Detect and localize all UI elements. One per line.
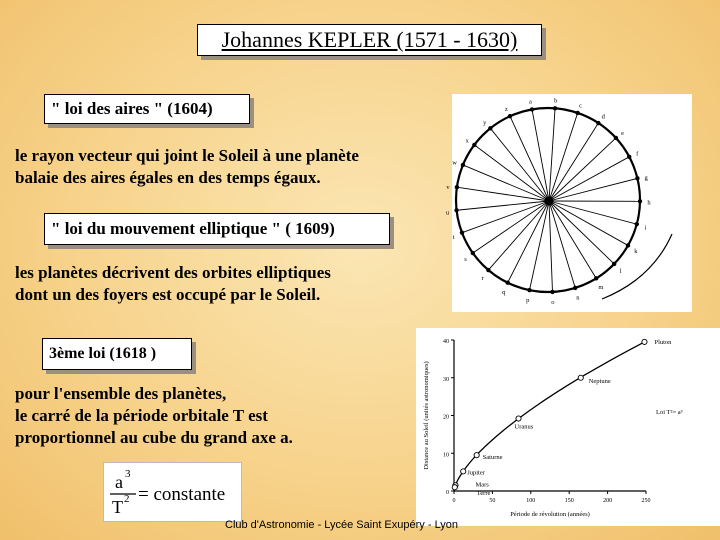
y-tick-label: 10 [443,452,449,459]
orbit-point [627,155,631,159]
orbit-point [635,222,639,226]
y-tick-label: 0 [446,490,449,496]
orbit-point [505,280,509,284]
x-tick-label: 0 [452,498,456,504]
orbit-point-label: u [446,209,450,217]
planet-label: Uranus [514,423,534,431]
orbit-point-label: v [446,183,450,191]
orbit-point [486,268,490,272]
radius-vector [549,201,637,224]
radius-vector [508,201,549,283]
x-tick-label: 150 [564,498,574,504]
x-tick-label: 200 [603,498,613,504]
orbit-point-label: b [554,97,558,105]
radius-vector [549,201,552,292]
law1-line1: le rayon vecteur qui joint le Soleil à une planète [15,146,359,165]
formula-denominator: T [112,497,123,517]
orbit-point-label: o [551,298,555,306]
sun-marker [545,197,554,206]
law3-line3: proportionnel au cube du grand axe a. [15,428,293,447]
orbit-point-label: z [504,106,508,114]
orbit-point [575,111,579,115]
planet-label: Saturne [482,454,503,462]
orbit-point-label: k [634,247,638,255]
formula-rhs: = constante [138,484,226,505]
orbit-svg [446,94,692,312]
orbit-point [471,251,475,255]
y-axis-label: Distance au Soleil (unités astronomiques) [423,361,430,470]
y-tick-label: 20 [443,414,449,421]
orbit-point-label: w [452,159,457,167]
orbit-point [460,230,464,234]
law3-heading: 3ème loi (1618 ) [42,338,192,370]
x-tick-label: 250 [641,498,651,504]
x-axis-label: Période de révolution (années) [510,511,590,518]
orbit-point [638,199,642,203]
orbit-point [573,286,577,290]
planet-point [642,339,647,344]
orbit-point [612,262,616,266]
orbit-point [594,276,598,280]
radius-vector [457,187,549,201]
law2-text [15,262,331,306]
x-tick-label: 100 [526,498,536,504]
chart-legend-text: Loi T²= a³ [656,409,683,416]
orbit-point [454,208,458,212]
law2-line1: les planètes décrivent des orbites elliptiques [15,263,331,282]
orbit-point [635,176,639,180]
law2-heading: " loi du mouvement elliptique " ( 1609) [44,213,390,245]
law3-text [15,383,293,449]
formula-svg [104,463,241,521]
formula-num-exponent: 3 [125,468,131,480]
orbit-point-label: g [644,174,648,182]
footer-credit: Club d'Astronomie - Lycée Saint Exupéry - Lyon [225,519,459,531]
planet-label: Pluton [654,338,672,346]
orbit-point [553,106,557,110]
formula-numerator: a [115,472,123,492]
law3-line2: le carré de la période orbitale T est [15,406,268,425]
orbit-point [488,126,492,130]
radius-vector [530,201,549,290]
orbit-point-label: p [526,296,530,304]
law3-line1: pour l'ensemble des planètes, [15,384,227,403]
kepler-third-law-formula [103,462,242,522]
orbit-point [508,114,512,118]
planet-point [452,485,457,490]
radius-vector [473,201,549,253]
planet-label: Neptune [588,377,611,385]
planet-point [474,453,479,458]
orbit-point [626,243,630,247]
orbit-point-label: l [619,268,622,276]
planet-label: Mars [475,481,489,489]
radius-vector [463,165,549,201]
third-law-chart [416,328,720,526]
orbit-point-label: t [452,233,455,241]
radius-vector [474,145,549,201]
planet-point [516,416,521,421]
orbit-point [455,185,459,189]
chart-svg [416,328,720,526]
orbit-point [527,288,531,292]
orbit-point-label: y [483,119,487,127]
orbit-point-label: c [579,102,582,110]
orbit-point-label: r [481,274,484,282]
orbit-point [472,143,476,147]
planet-point [461,469,466,474]
orbit-point-label: m [598,284,604,292]
orbit-point-label: i [644,224,647,232]
law2-line2: dont un des foyers est occupé par le Soleil. [15,285,321,304]
orbit-point-label: f [636,150,639,158]
orbit-point-label: e [621,129,625,137]
slide-title: Johannes KEPLER (1571 - 1630) [197,24,542,56]
orbit-point-label: s [464,256,467,264]
orbit-point-label: x [465,137,469,145]
radius-vector [488,201,549,270]
area-law-orbit-diagram [446,94,692,312]
radius-vector [490,128,549,201]
orbit-point-label: n [576,294,580,302]
orbit-point-label: d [601,113,605,121]
y-tick-label: 30 [443,376,449,383]
orbit-point-label: q [502,288,506,296]
orbit-point-label: h [647,199,651,207]
orbit-point [530,107,534,111]
planet-label: Jupiter [467,469,485,477]
law1-line2: balaie des aires égales en des temps égaux. [15,168,321,187]
radius-vector [532,109,549,201]
planet-label: Terre [476,490,491,498]
formula-den-exponent: 2 [124,493,130,505]
orbit-point [614,136,618,140]
law1-heading: " loi des aires " (1604) [44,94,250,124]
planet-point [578,375,583,380]
law1-text [15,145,359,189]
x-tick-label: 50 [489,498,496,504]
radius-vector [549,108,555,201]
radius-vector [510,116,549,201]
orbit-point [550,290,554,294]
y-tick-label: 40 [443,339,449,345]
orbit-point [461,163,465,167]
orbit-point [596,121,600,125]
radius-vector [549,178,637,201]
orbit-point-label: a [529,98,532,106]
